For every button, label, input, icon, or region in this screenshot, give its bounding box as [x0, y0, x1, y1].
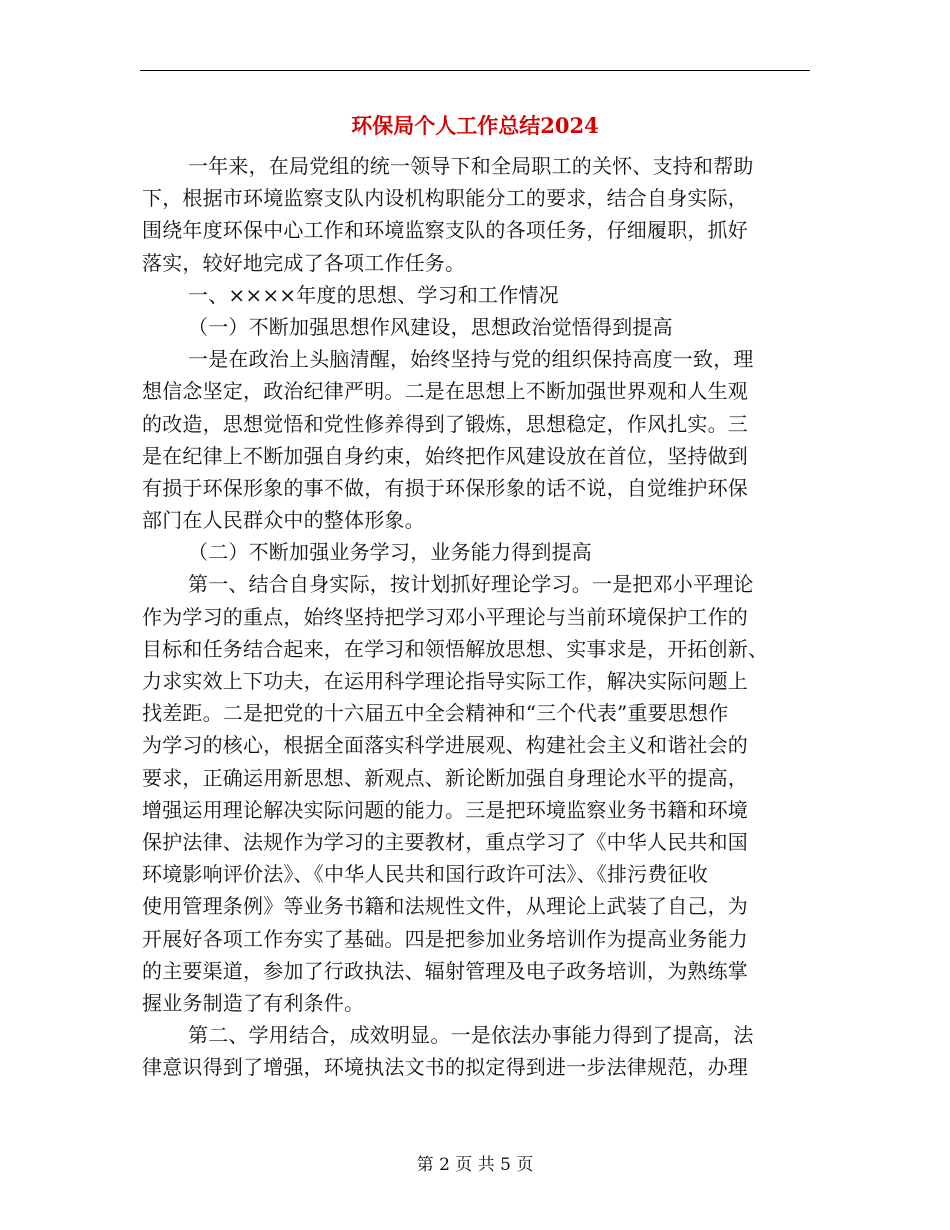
paragraph-line: 的主要渠道，参加了行政执法、辐射管理及电子政务培训，为熟练掌: [142, 958, 748, 983]
paragraph-line: 要求，正确运用新思想、新观点、新论断加强自身理论水平的提高，: [142, 765, 748, 790]
paragraph-line: 围绕年度环保中心工作和环境监察支队的各项任务，仔细履职，抓好: [142, 218, 748, 243]
page-number: 第 2 页 共 5 页: [416, 1155, 534, 1175]
paragraph-line: 一是在政治上头脑清醒，始终坚持与党的组织保持高度一致，理: [188, 347, 754, 372]
paragraph-line: 握业务制造了有利条件。: [142, 990, 365, 1015]
paragraph-line: 作为学习的重点，始终坚持把学习邓小平理论与当前环境保护工作的: [142, 604, 748, 629]
paragraph-line: 为学习的核心，根据全面落实科学进展观、构建社会主义和谐社会的: [142, 733, 748, 758]
subsection-heading: （一）不断加强思想作风建设，思想政治觉悟得到提高: [188, 314, 673, 339]
document-body: [142, 150, 812, 1083]
paragraph-line: 开展好各项工作夯实了基础。四是把参加业务培训作为提高业务能力: [142, 926, 748, 951]
paragraph-line: 是在纪律上不断加强自身约束，始终把作风建设放在首位，坚持做到: [142, 443, 748, 468]
subsection-heading: （二）不断加强业务学习，业务能力得到提高: [188, 540, 592, 565]
paragraph-line: 第二、学用结合，成效明显。一是依法办事能力得到了提高，法: [188, 1023, 754, 1048]
paragraph-line: 部门在人民群众中的整体形象。: [142, 508, 425, 533]
paragraph-line: 有损于环保形象的事不做，有损于环保形象的话不说，自觉维护环保: [142, 475, 748, 500]
paragraph-line: 保护法律、法规作为学习的主要教材，重点学习了《中华人民共和国: [142, 829, 748, 854]
paragraph-line: 律意识得到了增强，环境执法文书的拟定得到进一步法律规范，办理: [142, 1055, 748, 1080]
document-title: 环保局个人工作总结2024: [351, 113, 599, 138]
paragraph-line: 一年来，在局党组的统一领导下和全局职工的关怀、支持和帮助: [188, 154, 754, 178]
paragraph-line: 目标和任务结合起来，在学习和领悟解放思想、实事求是，开拓创新、: [142, 636, 769, 661]
paragraph-line: 增强运用理论解决实际问题的能力。三是把环境监察业务书籍和环境: [142, 797, 748, 822]
header-rule: [140, 70, 810, 71]
paragraph-line: 想信念坚定，政治纪律严明。二是在思想上不断加强世界观和人生观: [142, 379, 748, 404]
paragraph-line: 使用管理条例》等业务书籍和法规性文件，从理论上武装了自己，为: [142, 894, 748, 919]
paragraph-line: 下，根据市环境监察支队内设机构职能分工的要求，结合自身实际，: [142, 186, 748, 211]
paragraph-line: 的改造，思想觉悟和党性修养得到了锻炼，思想稳定，作风扎实。三: [142, 411, 748, 436]
section-heading: 一、××××年度的思想、学习和工作情况: [188, 282, 559, 307]
paragraph-line: 环境影响评价法》、《中华人民共和国行政许可法》、《排污费征收: [142, 862, 708, 887]
paragraph-line: 力求实效上下功夫，在运用科学理论指导实际工作，解决实际问题上: [142, 669, 748, 693]
paragraph-line: 第一、结合自身实际，按计划抓好理论学习。一是把邓小平理论: [188, 572, 754, 597]
paragraph-line: 落实，较好地完成了各项工作任务。: [142, 250, 466, 275]
paragraph-line: 找差距。二是把党的十六届五中全会精神和“三个代表”重要思想作: [142, 701, 729, 726]
